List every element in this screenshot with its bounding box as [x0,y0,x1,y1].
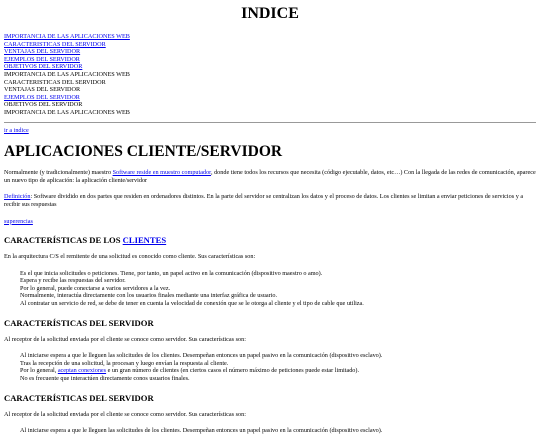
server-paragraph-2: Al receptor de la solicitud enviada por el cliente se conoce como servidor. Sus características son: [4,410,246,418]
document-page [0,5,540,435]
list-item-text: e un gran número de clientes (en ciertos casos el número máximo de peticiones puede estar limitado). [106,367,360,375]
server-paragraph: Al receptor de la solicitud enviada por el cliente se conoce como servidor. Sus características son: [4,335,246,343]
definition-paragraph [4,193,536,208]
list-item: Espera y recibe las respuestas del servidor. [20,277,126,285]
list-item: Es el que inicia solicitudes o peticiones. Tiene, por tanto, un papel activo en la comunicación (dispositivo maestro o amo). [20,269,323,277]
index-item-caracteristicas: CARACTERISTICAS DEL SERVIDOR [4,78,106,86]
list-item: Por lo general, puede conectarse a varios servidores a la vez. [20,284,171,292]
software-link[interactable]: Software reside en muestro computador [112,169,211,177]
intro-text-before: Normalmente (y tradicionalmente) maestro [4,169,113,177]
list-item: Al iniciarse espera a que le lleguen las solicitudes de los clientes. Desempeñan entonces un papel pasivo en la comunicación (dispositivo esclavo). [20,427,383,435]
index-list [4,33,536,117]
index-link-importancia[interactable]: IMPORTANCIA DE LAS APLICACIONES WEB [4,33,130,40]
main-heading: APLICACIONES CLIENTE/SERVIDOR [4,143,283,161]
list-item: Normalmente, interactúa directamente con los usuarios finales mediante una interfaz gráfica de usuario. [20,292,278,300]
list-item: Al contratar un servicio de red, se debe de tener en cuenta la velocidad de conexión que se le otorga al cliente y el tipo de cable que utiliza. [20,300,364,308]
intro-text-after: , donde tiene todos los recursos que necesita (código ejecutable, datos, etc…) Con la llegada de las redes de comunicación, aparece un nuevo tipo de aplicación: la aplicación cliente/servidor [4,169,536,184]
clients-heading-text: CARACTERÍSTICAS DE LOS [4,235,123,246]
index-item-importancia-2: IMPORTANCIA DE LAS APLICACIONES WEB [4,108,130,116]
clients-heading [4,235,536,245]
list-item-text: Por lo general, [20,367,58,375]
list-item: No es frecuente que interactúen directamente conos usuarios finales. [20,375,190,383]
divider [4,122,536,123]
index-link-ventajas[interactable]: VENTAJAS DEL SERVIDOR [4,48,81,56]
page-title: INDICE [241,5,299,22]
server-heading: CARACTERÍSTICAS DEL SERVIDOR [4,317,154,328]
server-list [4,352,536,382]
server-heading-2: CARACTERÍSTICAS DEL SERVIDOR [4,392,154,403]
definition-link[interactable]: Definición [4,193,31,201]
list-item: Tras la recepción de una solicitud, la procesan y luego envían la respuesta al cliente. [20,359,229,367]
index-item-importancia: IMPORTANCIA DE LAS APLICACIONES WEB [4,70,130,78]
list-item: Al iniciarse espera a que le lleguen las solicitudes de los clientes. Desempeñan entonces un papel pasivo en la comunicación (dispositivo esclavo). [20,352,383,360]
index-link-ejemplos[interactable]: EJEMPLOS DEL SERVIDOR [4,55,80,63]
index-item-ventajas: VENTAJAS DEL SERVIDOR [4,86,81,94]
superencias-link[interactable]: superencias [4,217,33,225]
index-item-objetivos: OBJETIVOS DEL SERVIDOR [4,101,83,109]
server-list-2 [4,427,536,435]
index-link-ejemplos-2[interactable]: EJEMPLOS DEL SERVIDOR [4,93,80,101]
intro-paragraph [4,169,536,184]
accept-connections-link[interactable]: aceptan conexiones [57,367,107,375]
list-item [20,367,536,375]
definition-text: : Software dividido en dos partes que residen en ordenadores distintos. En la parte del servidor se centralizan los datos y el proceso de datos. Los clientes se limitan a enviar peticiones de servicios y a recibir sus respuestas [4,193,524,208]
index-link-caracteristicas[interactable]: CARACTERISTICAS DEL SERVIDOR [4,40,106,48]
index-link-objetivos[interactable]: OBJETIVOS DEL SERVIDOR [4,63,83,71]
clients-link[interactable]: CLIENTES [122,235,167,246]
clients-paragraph: En la arquitectura C/S el remitente de una solicitud es conocido como cliente. Sus características son: [4,253,256,261]
clients-list [4,270,536,308]
back-to-index-link[interactable]: ir a indice [4,126,29,134]
